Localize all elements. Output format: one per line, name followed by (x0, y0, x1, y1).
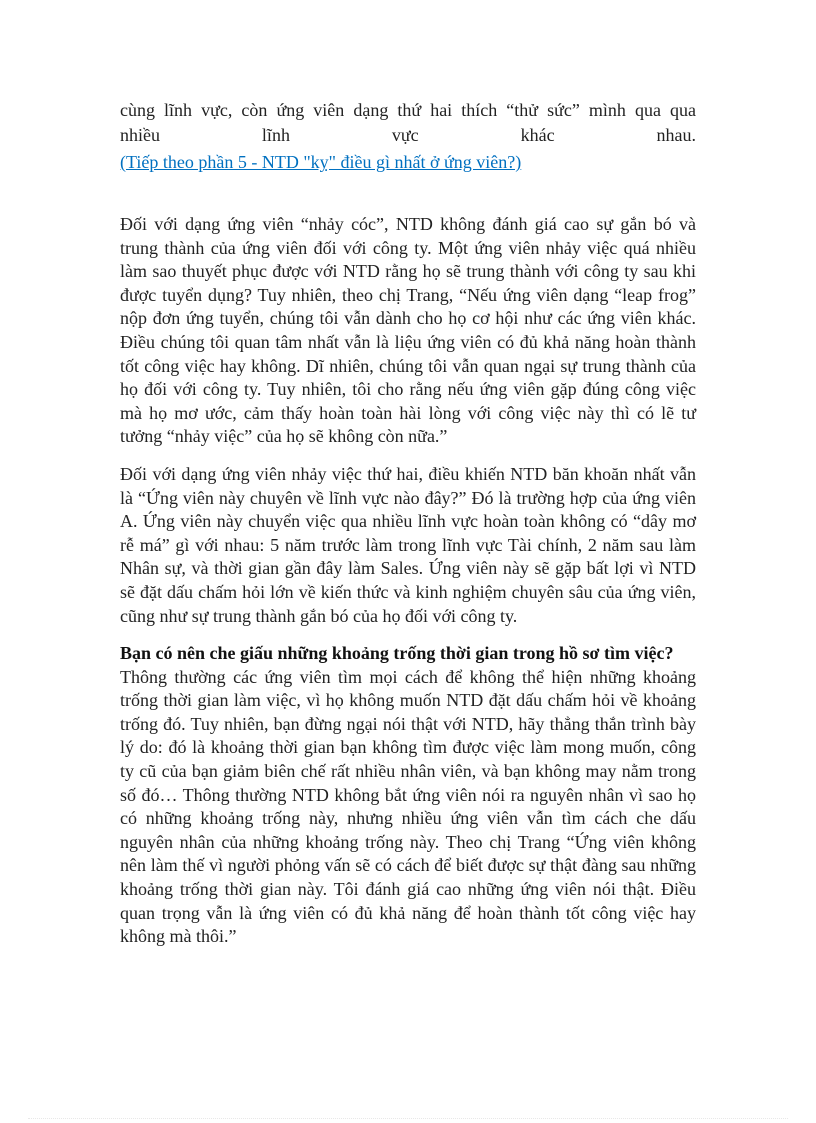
paragraph-time-gaps: Thông thường các ứng viên tìm mọi cách để không thể hiện những khoảng trống thời gian làm việc, vì họ không muốn NTD đặt dấu chấm hỏi về khoảng trống đó. Tuy nhiên, bạn đừng ngại nói thật với NTD, hãy thẳng thắn trình bày lý do: đó là khoảng thời gian bạn không tìm được việc làm mong muốn, công ty cũ của bạn giảm biên chế rất nhiều nhân viên, và bạn không may nằm trong số đó… Thông thường NTD không bắt ứng viên nói ra nguyên nhân vì sao họ có những khoảng trống này, nhưng nhiều ứng viên vẫn tìm cách che dấu nguyên nhân của những khoảng trống này. Theo chị Trang “Ứng viên không nên làm thế vì người phỏng vấn sẽ có cách để biết được sự thật đàng sau những khoảng trống thời gian này. Tôi đánh giá cao những ứng viên nói thật. Điều quan trọng vẫn là ứng viên có đủ khả năng để hoàn thành tốt công việc hay không mà thôi.” (120, 666, 696, 947)
section-time-gaps (120, 642, 696, 949)
page-bottom-divider (28, 1118, 788, 1119)
document-page (120, 98, 696, 949)
paragraph-leap-frog: Đối với dạng ứng viên “nhảy cóc”, NTD không đánh giá cao sự gắn bó và trung thành của ứng viên đối với công ty. Một ứng viên nhảy việc quá nhiều làm sao thuyết phục được với NTD rằng họ sẽ trung thành với công ty sau khi được tuyển dụng? Tuy nhiên, theo chị Trang, “Nếu ứng viên dạng “leap frog” nộp đơn ứng tuyển, chúng tôi vẫn dành cho họ cơ hội như các ứng viên khác. Điều chúng tôi quan tâm nhất vẫn là liệu ứng viên có đủ khả năng hoàn thành tốt công việc hay không. Dĩ nhiên, chúng tôi vẫn quan ngại sự trung thành của họ đối với công ty. Tuy nhiên, tôi cho rằng nếu ứng viên gặp đúng công việc mà họ mơ ước, cảm thấy hoàn toàn hài lòng với công việc này thì có lẽ tư tưởng “nhảy việc” của họ sẽ không còn nữa.” (120, 214, 696, 447)
intro-block (120, 98, 696, 175)
intro-line-2: nhiều lĩnh vực khác nhau. (120, 125, 696, 145)
intro-line-1: cùng lĩnh vực, còn ứng viên dạng thứ hai thích “thử sức” mình qua qua (120, 100, 696, 120)
paragraph-field-switching: Đối với dạng ứng viên nhảy việc thứ hai, điều khiến NTD băn khoăn nhất vẫn là “Ứng viên này chuyên về lĩnh vực nào đây?” Đó là trường hợp của ứng viên A. Ứng viên này chuyển việc qua nhiều lĩnh vực hoàn toàn không có “dây mơ rễ má” gì với nhau: 5 năm trước làm trong lĩnh vực Tài chính, 2 năm sau làm Nhân sự, và thời gian gần đây làm Sales. Ứng viên này sẽ gặp bất lợi vì NTD sẽ đặt dấu chấm hỏi lớn về kiến thức và kinh nghiệm chuyên sâu của ứng viên, cũng như sự trung thành gắn bó của họ đối với công ty. (120, 463, 696, 626)
section-heading: Bạn có nên che giấu những khoảng trống thời gian trong hồ sơ tìm việc? (120, 643, 674, 664)
continuation-link[interactable]: (Tiếp theo phần 5 - NTD "kỵ" điều gì nhất ở ứng viên?) (120, 152, 522, 172)
